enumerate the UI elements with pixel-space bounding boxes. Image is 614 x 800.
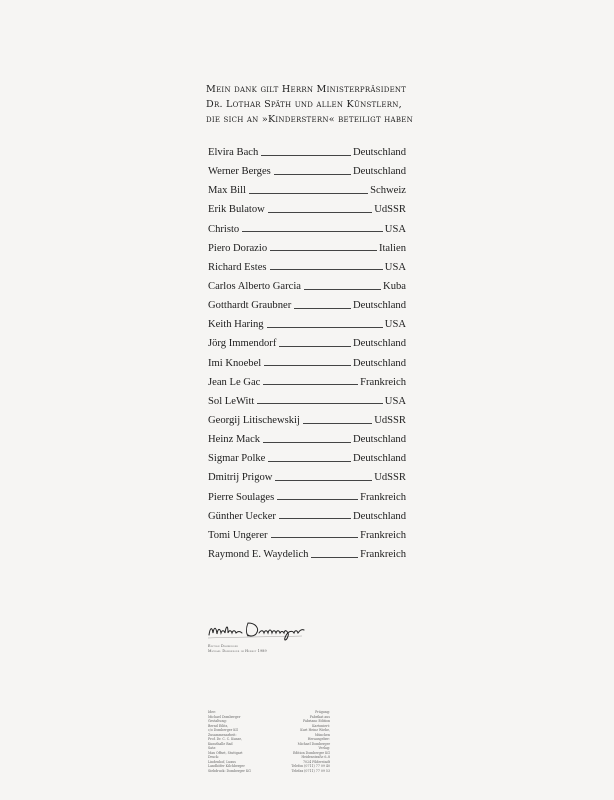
artist-name: Jean Le Gac: [208, 376, 261, 388]
artist-name: Carlos Alberto Garcia: [208, 281, 301, 293]
artist-row: [208, 526, 406, 545]
artist-row: [208, 507, 406, 526]
artist-name: Jörg Immendorf: [208, 338, 277, 350]
dedication-line: Mein dank gilt Herrn Ministerpräsident: [206, 84, 407, 95]
artist-row: [208, 392, 406, 411]
artist-name: Dmitrij Prigow: [208, 472, 273, 484]
imprint-line: Telefon (0711) 77 09 40: [291, 764, 330, 768]
artist-country: Deutschland: [353, 510, 406, 522]
artist-row: [208, 296, 406, 315]
artist-row: [208, 449, 406, 468]
signature-caption: [208, 644, 328, 653]
handwritten-signature: [206, 618, 310, 642]
imprint-line: Satz:: [208, 746, 217, 750]
imprint-line: Michael Domberger: [208, 714, 241, 719]
leader-line: [264, 365, 351, 366]
leader-line: [270, 269, 383, 270]
imprint-line: Edition Domberger KG: [292, 750, 330, 755]
leader-line: [263, 442, 351, 443]
imprint-line: Siebdruck: Domberger KG: [208, 768, 251, 773]
leader-line: [311, 557, 358, 558]
caption-line: Michael Domberger im Herbst 1989: [208, 648, 267, 653]
artist-list: [208, 143, 406, 564]
artist-country: Frankreich: [360, 529, 406, 541]
leader-line: [267, 327, 383, 328]
artist-row: [208, 258, 406, 277]
leader-line: [294, 308, 351, 309]
imprint-line: Max Offset, Stuttgart: [208, 750, 243, 755]
artist-row: [208, 200, 406, 219]
artist-country: Frankreich: [360, 376, 406, 388]
artist-name: Günther Uecker: [208, 510, 276, 522]
artist-name: Georgij Litischewskij: [208, 415, 300, 427]
imprint-line: Fabrikat aus: [309, 714, 330, 719]
artist-name: Tomi Ungerer: [208, 529, 268, 541]
leader-line: [277, 499, 358, 500]
imprint-line: Kurt Heinz Wiehe,: [300, 728, 330, 732]
leader-line: [303, 423, 372, 424]
leader-line: [268, 212, 372, 213]
imprint-credits-right: [258, 710, 330, 773]
imprint-line: Verlag:: [318, 746, 330, 750]
artist-row: [208, 162, 406, 181]
artist-name: Raymond E. Waydelich: [208, 549, 309, 561]
dedication-heading: [206, 82, 446, 127]
artist-row: [208, 334, 406, 353]
artist-name: Richard Estes: [208, 261, 267, 273]
leader-line: [274, 174, 351, 175]
imprint-line: München: [314, 732, 330, 737]
artist-country: UdSSR: [374, 204, 406, 216]
artist-name: Imi Knoebel: [208, 357, 262, 369]
leader-line: [279, 518, 351, 519]
artist-row: [208, 430, 406, 449]
artist-row: [208, 411, 406, 430]
artist-country: Italien: [378, 242, 406, 254]
imprint-line: Heidenstraße 6–8: [301, 755, 330, 759]
artist-name: Keith Haring: [208, 319, 264, 331]
imprint-line: Prägung:: [315, 710, 330, 714]
artist-country: Frankreich: [360, 491, 406, 503]
artist-country: USA: [384, 319, 406, 331]
artist-row: [208, 315, 406, 334]
artist-row: [208, 468, 406, 487]
artist-name: Elvira Bach: [208, 147, 259, 159]
dedication-line: die sich an »Kinderstern« beteiligt haben: [206, 114, 413, 125]
artist-country: Schweiz: [370, 185, 406, 197]
artist-country: Deutschland: [353, 300, 406, 312]
artist-name: Christo: [208, 223, 240, 235]
artist-country: Deutschland: [353, 453, 406, 465]
imprint-line: Zusammenarbeit:: [208, 732, 237, 737]
artist-row: [208, 373, 406, 392]
artist-name: Gotthardt Graubner: [208, 300, 292, 312]
artist-country: USA: [384, 223, 406, 235]
artist-row: [208, 488, 406, 507]
artist-country: UdSSR: [374, 472, 406, 484]
imprint-line: Idee:: [208, 710, 217, 714]
artist-name: Erik Bulatow: [208, 204, 265, 216]
artist-country: UdSSR: [374, 415, 406, 427]
artist-name: Pierre Soulages: [208, 491, 275, 503]
artist-row: [208, 143, 406, 162]
caption-line: Edition Domberger: [208, 644, 239, 648]
leader-line: [257, 403, 382, 404]
artist-name: Heinz Mack: [208, 434, 261, 446]
artist-row: [208, 545, 406, 564]
artist-country: USA: [384, 395, 406, 407]
artist-name: Sol LeWitt: [208, 395, 255, 407]
artist-row: [208, 354, 406, 373]
artist-country: Deutschland: [353, 147, 406, 159]
artist-country: USA: [384, 261, 406, 273]
imprint-line: Kartoniert:: [312, 723, 330, 728]
artist-row: [208, 220, 406, 239]
leader-line: [275, 480, 372, 481]
imprint-line: Telefax (0711) 77 09 53: [291, 768, 330, 773]
artist-name: Piero Dorazio: [208, 242, 268, 254]
imprint-line: Fabriano Edition: [302, 719, 330, 723]
artist-name: Sigmar Polke: [208, 453, 266, 465]
leader-line: [271, 537, 359, 538]
imprint-line: Druck:: [208, 755, 219, 759]
leader-line: [242, 231, 383, 232]
artist-country: Deutschland: [353, 434, 406, 446]
artist-row: [208, 181, 406, 200]
artist-row: [208, 239, 406, 258]
imprint-line: Bernd Eilitz,: [208, 723, 229, 728]
imprint-line: Michael Domberger: [297, 741, 330, 746]
leader-line: [270, 250, 377, 251]
artist-row: [208, 277, 406, 296]
artist-name: Werner Berges: [208, 166, 271, 178]
dedication-line: Dr. Lothar Späth und allen Künstlern,: [206, 99, 402, 110]
artist-country: Deutschland: [353, 357, 406, 369]
imprint-line: Lindenhof, Luxus: [208, 759, 236, 764]
imprint-line: Kunsthalle Bad: [208, 741, 233, 746]
leader-line: [304, 289, 381, 290]
artist-country: Frankreich: [360, 549, 406, 561]
leader-line: [261, 155, 351, 156]
artist-country: Deutschland: [353, 166, 406, 178]
artist-country: Kuba: [383, 281, 406, 293]
leader-line: [279, 346, 351, 347]
imprint-line: Landhöfer Kilchberger: [208, 764, 245, 768]
imprint-line: Prof. Dr. C. C. Kunze,: [208, 737, 243, 741]
artist-name: Max Bill: [208, 185, 246, 197]
imprint-line: c/o Domberger KG: [208, 728, 239, 732]
leader-line: [263, 384, 358, 385]
artist-country: Deutschland: [353, 338, 406, 350]
leader-line: [249, 193, 368, 194]
imprint-line: 7024 Filderstadt: [303, 759, 330, 764]
imprint-line: Gestaltung:: [208, 719, 227, 723]
imprint-line: Herausgeber:: [307, 737, 330, 741]
leader-line: [268, 461, 351, 462]
